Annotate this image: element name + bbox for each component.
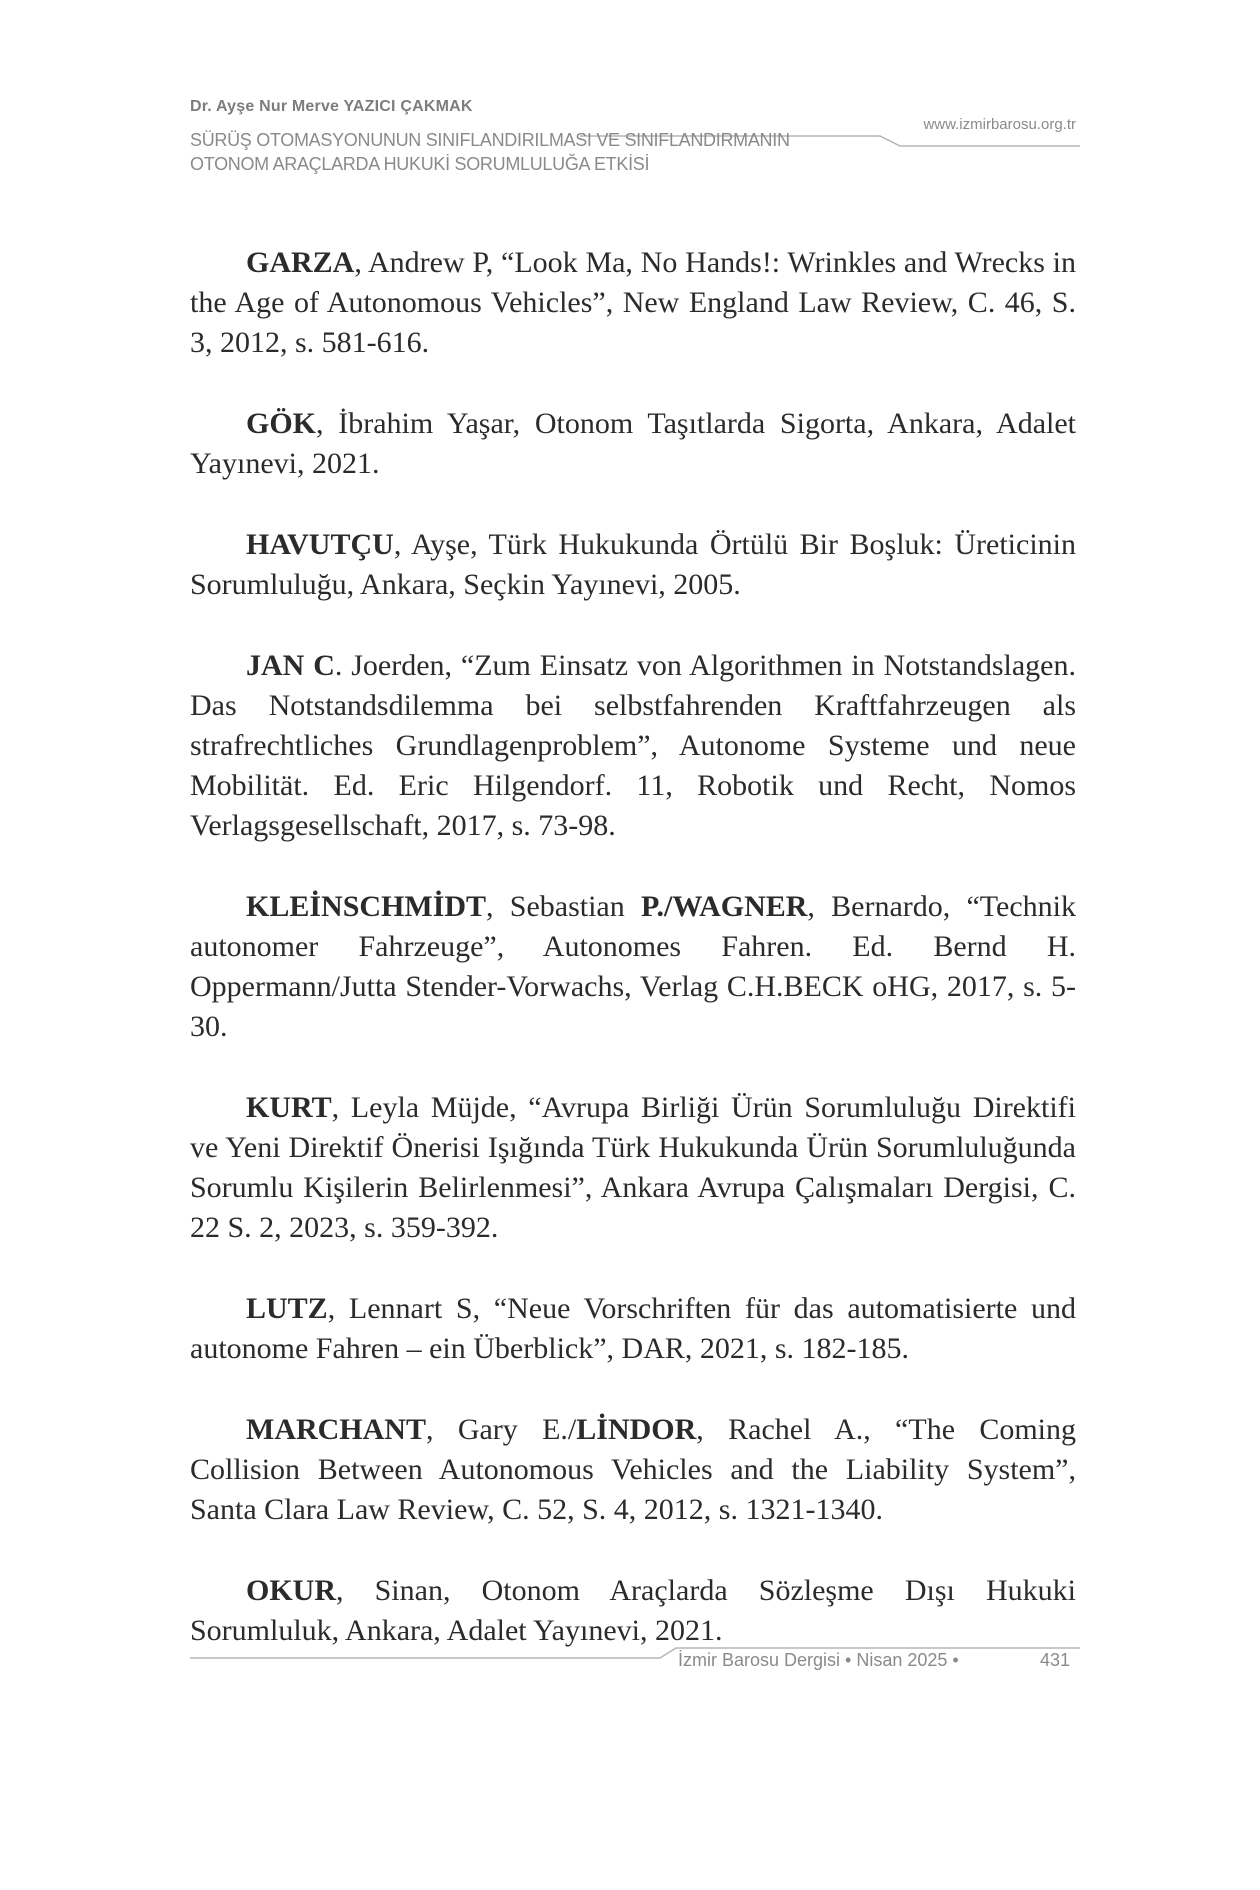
reference-entry <box>190 525 1076 605</box>
reference-text: , Ayşe, Türk Hukukunda Örtülü Bir Boşluk: Üreticinin Sorumluluğu, Ankara, Seçkin Yayınevi, 2005. <box>190 528 1076 601</box>
reference-entry <box>190 646 1076 846</box>
header-title-line-2: OTONOM ARAÇLARDA HUKUKİ SORUMLULUĞA ETKİSİ <box>190 154 650 174</box>
reference-entry <box>190 1571 1076 1651</box>
reference-author: JAN C <box>246 649 335 682</box>
reference-author: OKUR <box>246 1574 336 1607</box>
reference-text: , Sinan, Otonom Araçlarda Sözleşme Dışı Hukuki Sorumluluk, Ankara, Adalet Yayınevi, 2021. <box>190 1574 1076 1647</box>
reference-entry <box>190 1289 1076 1369</box>
header-website: www.izmirbarosu.org.tr <box>923 116 1076 133</box>
reference-coauthor: LİNDOR <box>576 1413 697 1446</box>
bibliography-list <box>190 243 1076 1692</box>
reference-text: , Lennart S, “Neue Vorschriften für das automatisierte und autonome Fahren – ein Überblick”, DAR, 2021, s. 182-185. <box>190 1292 1076 1365</box>
reference-text: , Andrew P, “Look Ma, No Hands!: Wrinkles and Wrecks in the Age of Autonomous Vehicles”, New England Law Review, C. 46, S. 3, 2012, s. 581-616. <box>190 246 1076 359</box>
reference-entry <box>190 243 1076 363</box>
reference-text: . Joerden, “Zum Einsatz von Algorithmen in Notstandslagen. Das Notstandsdilemma bei selbstfahrenden Kraftfahrzeugen als strafrechtliches Grundlagenproblem”, Autonome Systeme und neue Mobilität. Ed. Eric Hilgendorf. 11, Robotik und Recht, Nomos Verlagsgesellschaft, 2017, s. 73-98. <box>190 649 1077 842</box>
footer-page-number: 431 <box>1040 1650 1071 1670</box>
reference-coauthor: P./WAGNER <box>640 890 808 923</box>
reference-author: HAVUTÇU <box>246 528 394 561</box>
page-footer <box>190 1640 1080 1680</box>
header-author: Dr. Ayşe Nur Merve YAZICI ÇAKMAK <box>190 98 473 115</box>
reference-author: MARCHANT <box>246 1413 426 1446</box>
reference-author: GÖK <box>246 407 317 440</box>
reference-entry <box>190 404 1076 484</box>
reference-text: , Gary E./ <box>426 1413 577 1446</box>
page-header <box>190 98 1080 188</box>
reference-text-continued: , Bernardo, “Technik autonomer Fahrzeuge”, Autonomes Fahren. Ed. Bernd H. Oppermann/Jutta Stender-Vorwachs, Verlag C.H.BECK oHG, 2017, s. 5-30. <box>190 890 1076 1043</box>
footer-journal-name: İzmir Barosu Dergisi • Nisan 2025 • <box>678 1650 959 1670</box>
reference-entry <box>190 1410 1076 1530</box>
reference-text: , Leyla Müjde, “Avrupa Birliği Ürün Sorumluluğu Direktifi ve Yeni Direktif Önerisi Işığında Türk Hukukunda Ürün Sorumluluğunda Sorumlu Kişilerin Belirlenmesi”, Ankara Avrupa Çalışmaları Dergisi, C. 22 S. 2, 2023, s. 359-392. <box>190 1091 1076 1244</box>
reference-entry <box>190 1088 1076 1248</box>
reference-author: LUTZ <box>246 1292 328 1325</box>
header-article-title <box>190 128 790 176</box>
reference-text-continued: , Rachel A., “The Coming Collision Between Autonomous Vehicles and the Liability System”, Santa Clara Law Review, C. 52, S. 4, 2012, s. 1321-1340. <box>190 1413 1077 1526</box>
reference-author: KURT <box>246 1091 332 1124</box>
reference-author: KLEİNSCHMİDT <box>246 890 487 923</box>
reference-text: , İbrahim Yaşar, Otonom Taşıtlarda Sigorta, Ankara, Adalet Yayınevi, 2021. <box>190 407 1076 480</box>
reference-text: , Sebastian <box>486 890 641 923</box>
reference-author: GARZA <box>246 246 355 279</box>
header-title-line-1: SÜRÜŞ OTOMASYONUNUN SINIFLANDIRILMASI VE SINIFLANDIRMANIN <box>190 130 790 150</box>
reference-entry <box>190 887 1076 1047</box>
